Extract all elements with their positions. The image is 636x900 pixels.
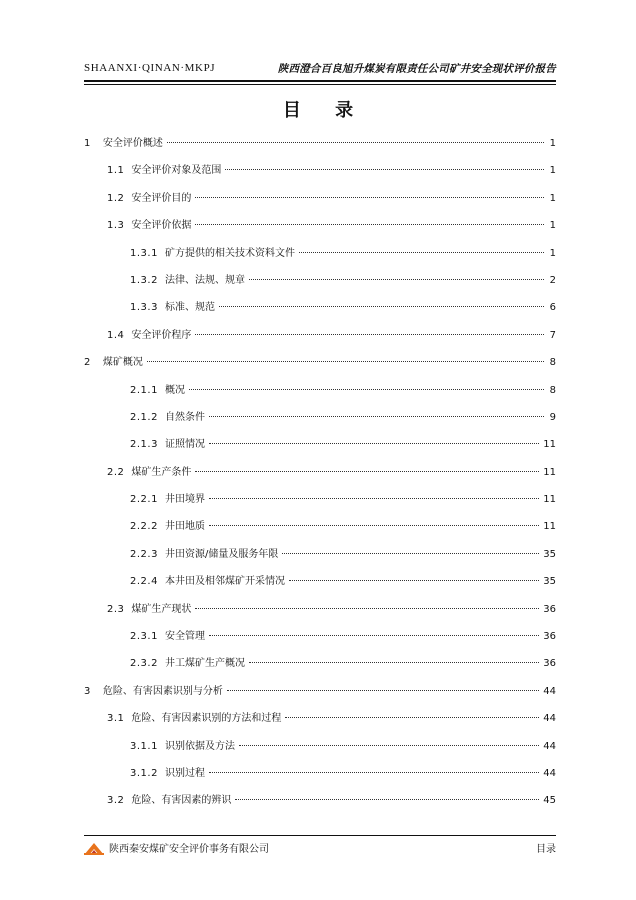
toc-entry-number: 1.3.1 <box>130 247 158 259</box>
toc-dot-leader <box>249 279 544 280</box>
toc-dot-leader <box>195 224 544 225</box>
toc-entry[interactable] <box>84 161 556 188</box>
toc-entry-number: 1.1 <box>107 165 125 177</box>
toc-entry-number: 2.2.4 <box>130 576 158 588</box>
toc-page-number: 9 <box>549 411 556 423</box>
toc-dot-leader <box>225 169 544 170</box>
header-rule-thin <box>84 84 556 85</box>
toc-entry[interactable] <box>84 298 556 325</box>
toc-entry-title: 井工煤矿生产概况 <box>164 658 245 670</box>
toc-entry[interactable] <box>84 737 556 764</box>
toc-page-number: 6 <box>549 302 556 314</box>
toc-page-number: 36 <box>543 631 556 643</box>
toc-dot-leader <box>195 608 539 609</box>
toc-entry-number: 3 <box>84 685 91 697</box>
toc-dot-leader <box>209 525 539 526</box>
toc-dot-leader <box>147 361 544 362</box>
toc-dot-leader <box>299 252 544 253</box>
toc-entry-title: 法律、法规、规章 <box>164 274 245 286</box>
toc-entry-number: 2.3.1 <box>130 631 158 643</box>
toc-entry-title: 概况 <box>164 384 185 396</box>
toc-entry-title: 标准、规范 <box>164 302 215 314</box>
toc-entry-number: 2.2 <box>107 466 125 478</box>
toc-entry[interactable] <box>84 764 556 791</box>
toc-dot-leader <box>209 443 539 444</box>
toc-dot-leader <box>227 690 539 691</box>
toc-entry[interactable] <box>84 463 556 490</box>
toc-dot-leader <box>289 580 539 581</box>
toc-dot-leader <box>235 799 539 800</box>
toc-page-number: 36 <box>543 603 556 615</box>
toc-entry[interactable] <box>84 435 556 462</box>
toc-entry-number: 2.2.2 <box>130 521 158 533</box>
toc-entry-title: 本井田及相邻煤矿开采情况 <box>164 576 285 588</box>
toc-dot-leader <box>285 717 539 718</box>
toc-entry-title: 识别依据及方法 <box>164 740 235 752</box>
toc-entry-title: 矿方提供的相关技术资料文件 <box>164 247 295 259</box>
header-left-text: SHAANXI·QINAN·MKPJ <box>84 62 216 74</box>
toc-page-number: 1 <box>549 220 556 232</box>
toc-page-number: 36 <box>543 658 556 670</box>
toc-entry[interactable] <box>84 326 556 353</box>
footer-section-label: 目录 <box>536 844 556 855</box>
toc-page-number: 8 <box>549 384 556 396</box>
toc-page-number: 35 <box>543 548 556 560</box>
toc-dot-leader <box>209 416 544 417</box>
toc-entry-number: 3.1.1 <box>130 740 158 752</box>
toc-page-number: 11 <box>543 494 556 506</box>
toc-entry-title: 安全管理 <box>164 631 205 643</box>
company-logo-icon <box>84 841 104 855</box>
toc-entry-number: 2.1.2 <box>130 411 158 423</box>
toc-entry-number: 1.4 <box>107 329 125 341</box>
toc-dot-leader <box>282 553 539 554</box>
toc-entry-number: 2 <box>84 357 91 369</box>
toc-entry-number: 3.1 <box>107 713 125 725</box>
toc-entry-number: 3.1.2 <box>130 767 158 779</box>
toc-dot-leader <box>209 498 539 499</box>
toc-entry-number: 1 <box>84 138 91 149</box>
toc-page-number: 11 <box>543 439 556 451</box>
toc-dot-leader <box>195 197 544 198</box>
toc-page-number: 2 <box>549 274 556 286</box>
toc-dot-leader <box>189 389 544 390</box>
toc-entry-title: 井田资源/储量及服务年限 <box>164 548 279 560</box>
toc-entry[interactable] <box>84 517 556 544</box>
toc-entry-title: 自然条件 <box>164 411 205 423</box>
toc-entry-title: 安全评价对象及范围 <box>131 165 222 177</box>
page-title: 目 录 <box>282 100 368 121</box>
toc-entry-number: 2.3 <box>107 603 125 615</box>
toc-dot-leader <box>219 306 544 307</box>
toc-dot-leader <box>209 635 539 636</box>
toc-entry-number: 2.2.3 <box>130 548 158 560</box>
toc-page-number: 45 <box>543 795 556 807</box>
toc-entry[interactable] <box>84 709 556 736</box>
toc-page-number: 44 <box>543 767 556 779</box>
toc-page-number: 11 <box>543 466 556 478</box>
toc-dot-leader <box>249 662 539 663</box>
toc-entry[interactable] <box>84 134 556 161</box>
toc-entry-title: 井田境界 <box>164 494 205 506</box>
toc-entry[interactable] <box>84 490 556 517</box>
toc-page-number: 1 <box>549 247 556 259</box>
toc-page-number: 11 <box>543 521 556 533</box>
toc-entry-number: 2.1.1 <box>130 384 158 396</box>
toc-entry-title: 危险、有害因素识别与分析 <box>102 685 223 697</box>
toc-entry-number: 1.2 <box>107 192 125 204</box>
toc-page-number: 44 <box>543 685 556 697</box>
toc-entry[interactable] <box>84 244 556 271</box>
toc-entry[interactable] <box>84 572 556 599</box>
toc-entry-title: 煤矿概况 <box>102 357 143 369</box>
toc-entry-number: 2.1.3 <box>130 439 158 451</box>
footer-rule <box>84 835 556 836</box>
toc-entry-title: 安全评价程序 <box>131 329 192 341</box>
toc-page-number: 44 <box>543 740 556 752</box>
page-footer <box>84 839 556 857</box>
toc-entry[interactable] <box>84 682 556 709</box>
toc-entry-title: 安全评价依据 <box>131 220 192 232</box>
toc-dot-leader <box>167 142 544 143</box>
toc-entry[interactable] <box>84 654 556 681</box>
toc-entry-number: 2.2.1 <box>130 494 158 506</box>
toc-page-number: 1 <box>549 165 556 177</box>
toc-entry-title: 危险、有害因素识别的方法和过程 <box>131 713 282 725</box>
toc-entry-number: 1.3.2 <box>130 274 158 286</box>
toc-page-number: 8 <box>549 357 556 369</box>
page-header <box>84 58 556 78</box>
toc-entry-number: 1.3.3 <box>130 302 158 314</box>
toc-entry-title: 井田地质 <box>164 521 205 533</box>
toc-entry[interactable] <box>84 271 556 298</box>
toc-entry-number: 3.2 <box>107 795 125 807</box>
toc-entry[interactable] <box>84 408 556 435</box>
toc-dot-leader <box>195 334 544 335</box>
header-report-title: 陕西澄合百良旭升煤炭有限责任公司矿井安全现状评价报告 <box>277 63 556 75</box>
toc-dot-leader <box>195 471 539 472</box>
toc-page-number: 1 <box>549 192 556 204</box>
toc-dot-leader <box>209 772 539 773</box>
toc-entry-title: 危险、有害因素的辨识 <box>131 795 232 807</box>
toc-entry[interactable] <box>84 791 556 818</box>
toc-entry-number: 1.3 <box>107 220 125 232</box>
toc-dot-leader <box>239 745 539 746</box>
toc-entry[interactable] <box>84 189 556 216</box>
toc-entry-number: 2.3.2 <box>130 658 158 670</box>
table-of-contents <box>84 134 556 819</box>
toc-entry-title: 安全评价概述 <box>102 138 163 149</box>
toc-entry-title: 证照情况 <box>164 439 205 451</box>
toc-page-number: 7 <box>549 329 556 341</box>
toc-page-number: 44 <box>543 713 556 725</box>
toc-entry[interactable] <box>84 600 556 627</box>
toc-entry[interactable] <box>84 627 556 654</box>
toc-entry[interactable] <box>84 353 556 380</box>
toc-entry-title: 安全评价目的 <box>131 192 192 204</box>
toc-entry-title: 煤矿生产条件 <box>131 466 192 478</box>
toc-entry[interactable] <box>84 381 556 408</box>
footer-company-name: 陕西秦安煤矿安全评价事务有限公司 <box>109 844 269 855</box>
toc-page-number: 1 <box>549 138 556 149</box>
toc-page-number: 35 <box>543 576 556 588</box>
header-rule <box>84 80 556 82</box>
toc-entry[interactable] <box>84 545 556 572</box>
toc-entry-title: 煤矿生产现状 <box>131 603 192 615</box>
toc-entry-title: 识别过程 <box>164 767 205 779</box>
toc-entry[interactable] <box>84 216 556 243</box>
